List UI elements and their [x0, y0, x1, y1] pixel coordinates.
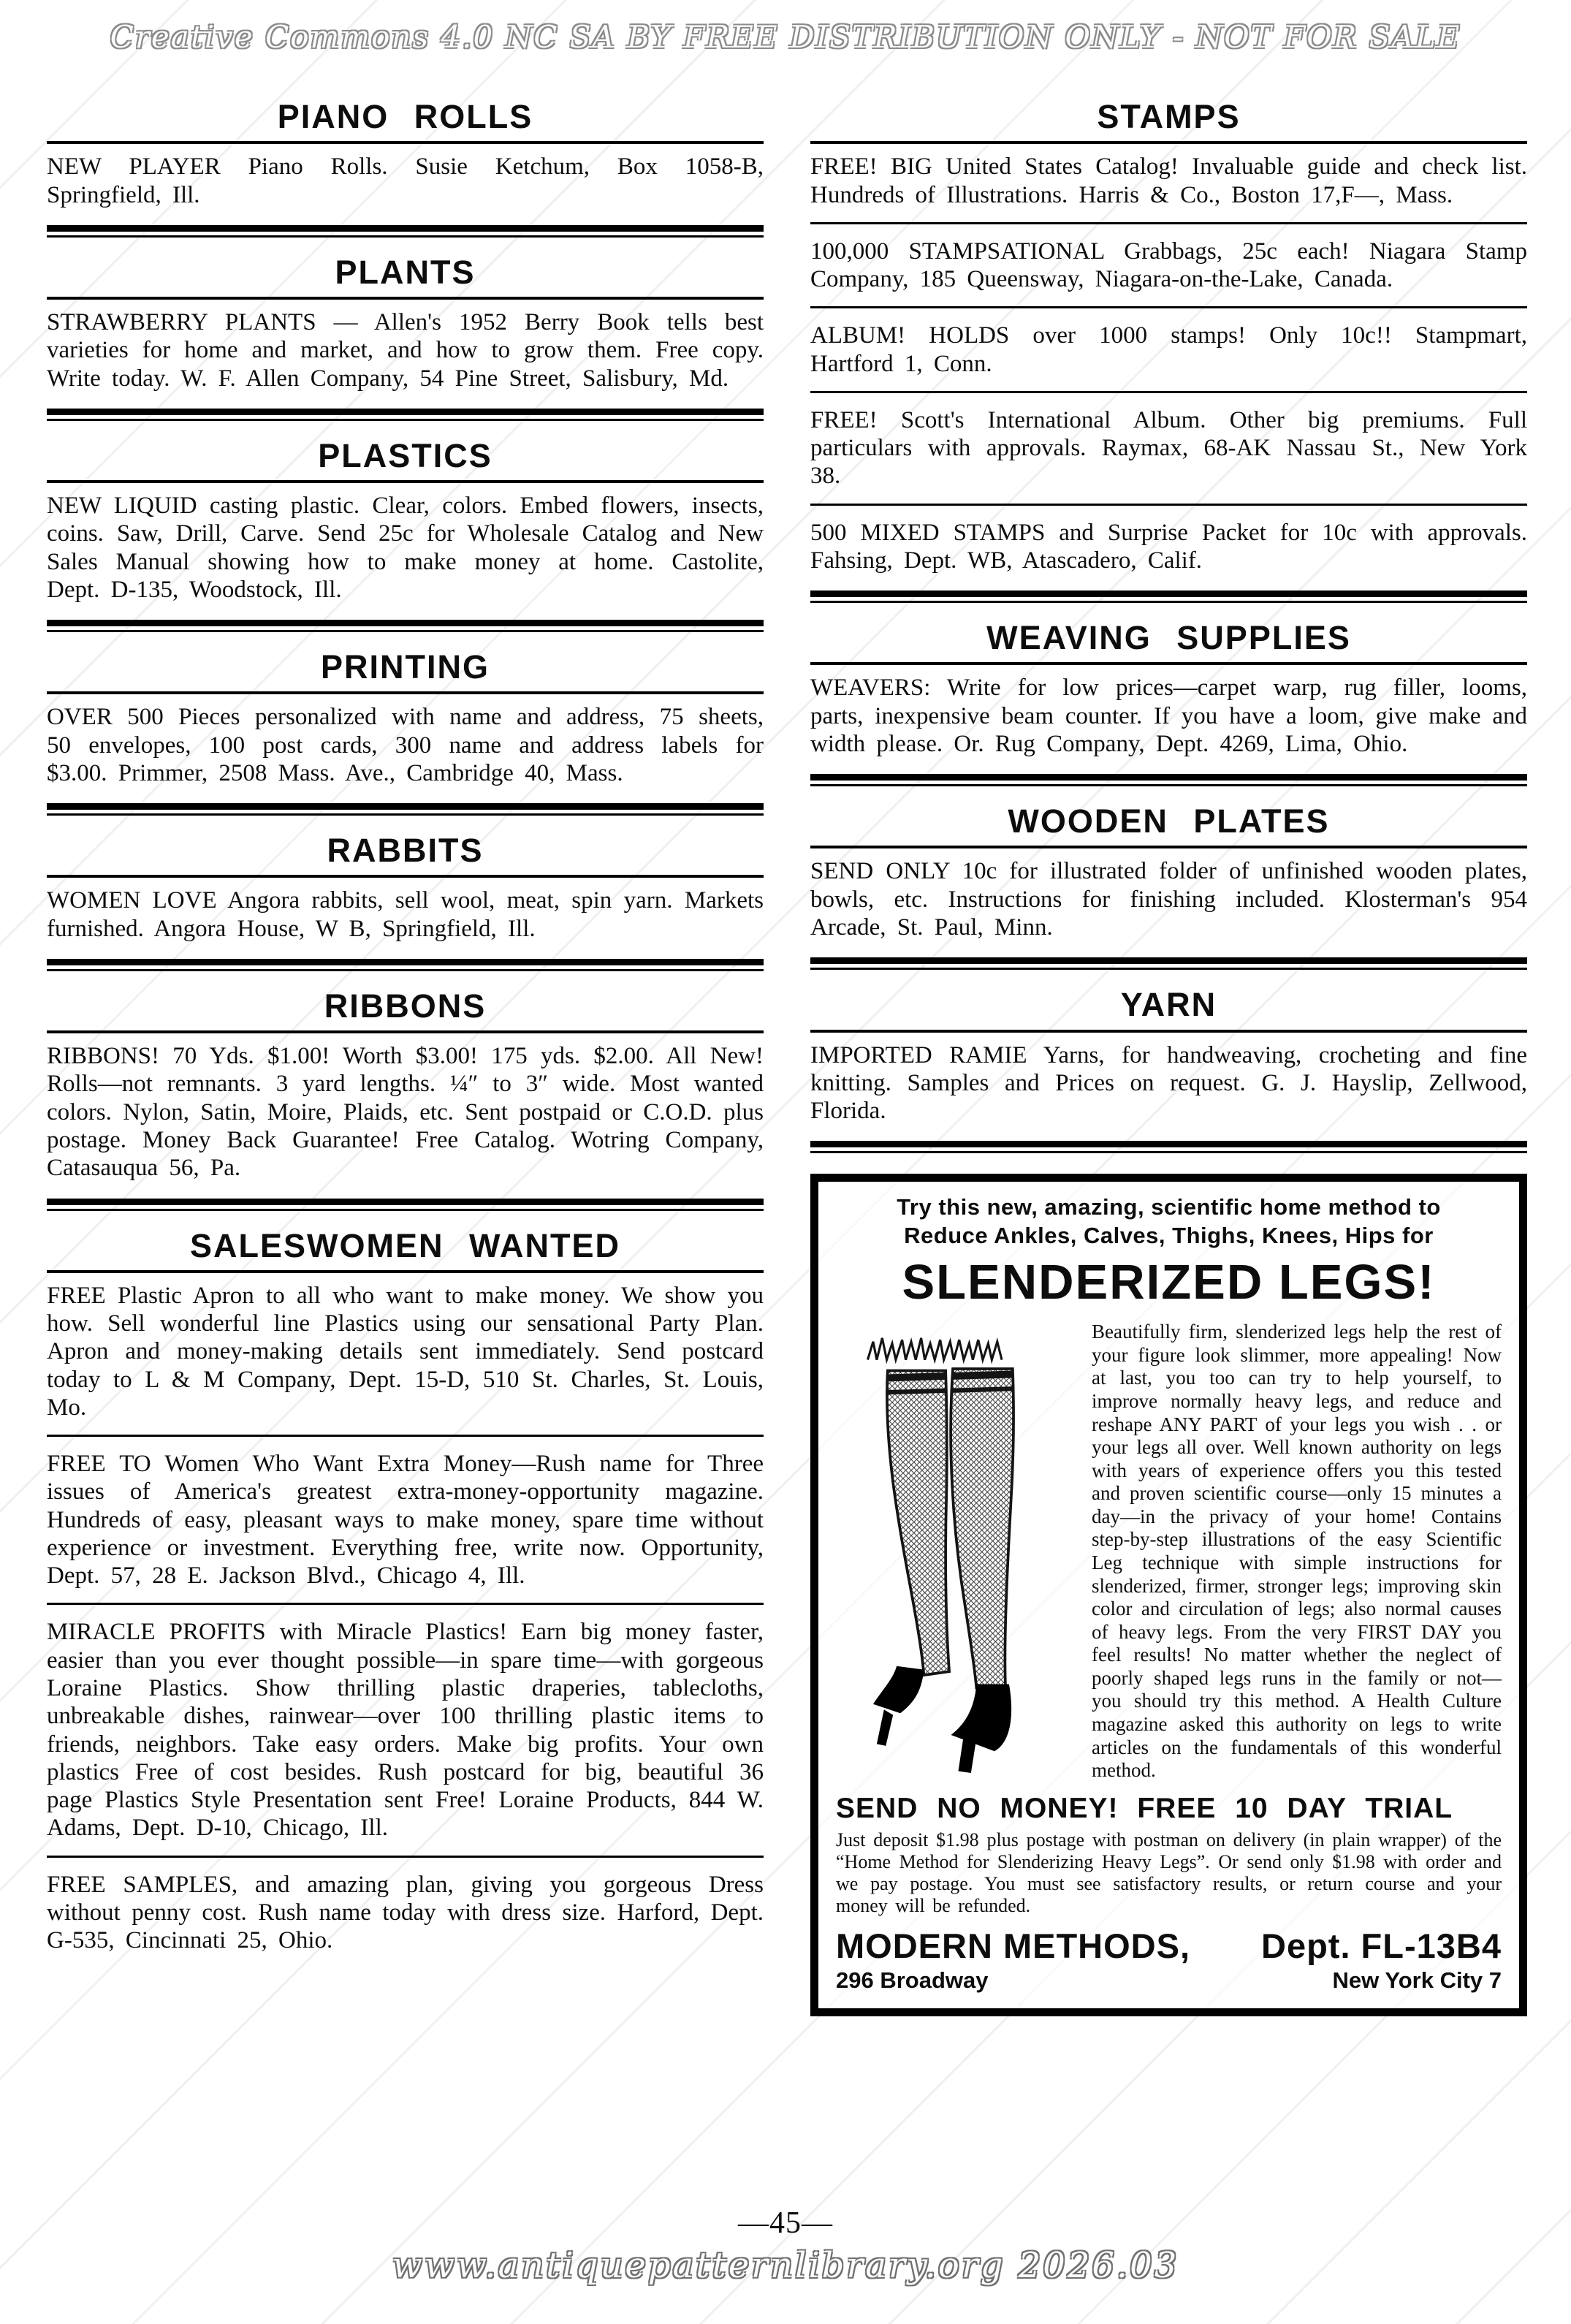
section-printing: [47, 650, 764, 816]
classified-ad: FREE! Scott's International Album. Other big premiums. Full particulars with approvals. Raymax, 68-AK Nassau St., New York 38.: [810, 406, 1527, 490]
section-divider: [47, 620, 764, 632]
ad-address-line: [836, 1967, 1502, 1994]
page-footer: [0, 2206, 1571, 2286]
section-title: STAMPS: [1097, 98, 1241, 135]
section-divider: [47, 803, 764, 816]
section-ribbons: [47, 989, 764, 1211]
heading-rule: [47, 480, 764, 483]
front-leg: [951, 1369, 1013, 1687]
ad-company-line: [836, 1926, 1502, 1966]
heading-rule: [47, 1030, 764, 1033]
shoe-heel: [877, 1709, 893, 1746]
classified-ad: FREE! BIG United States Catalog! Invaluable guide and check list. Hundreds of Illustrations. Harris & Co., Boston 17,F—, Mass.: [810, 153, 1527, 208]
section-title: RIBBONS: [324, 987, 487, 1025]
classified-ad: RIBBONS! 70 Yds. $1.00! Worth $3.00! 175 yds. $2.00. All New! Rolls—not remnants. 3 yard lengths. ¼″ to 3″ wide. Most wanted colors. Nylon, Satin, Moire, Plaids, etc. Sent postpaid or C.O.D. plus postage. Money Back Guarantee! Free Catalog. Wotring Company, Catasauqua 56, Pa.: [47, 1043, 764, 1182]
classified-ad: NEW LIQUID casting plastic. Clear, colors. Embed flowers, insects, coins. Saw, Drill, Carve. Send 25c for Wholesale Catalog and New Sales Manual showing how to make money at home. Castolite, Dept. D-135, Woodstock, Ill.: [47, 493, 764, 603]
section-plants: [47, 255, 764, 421]
section-divider: [810, 957, 1527, 970]
heading-rule: [47, 141, 764, 144]
back-leg: [887, 1371, 949, 1676]
ad-body-text: Beautifully firm, slenderized legs help the rest of your figure look slimmer, more appealing! Now at last, you too can try to help yourself, to improve normally heavy legs, and reduce and reshape ANY PART of your legs you wish . . or your legs all over. Well known authority on legs with years of experience offers you this tested and proven scientific course—only 15 minutes a day—in the privacy of your home! Contains step-by-step illustrations of the easy Scientific Leg technique with simple instructions for slenderized, firmer, stronger legs; improving skin color and circulation of legs; also normal causes of heavy legs. From the very FIRST DAY you feel results! No matter whether the neglect of poorly shaped legs runs in the family or not—you should try this method. A Health Culture magazine asked this authority on legs to write articles on the fundamentals of this wonderful method.: [1092, 1321, 1502, 1782]
heading-rule: [47, 297, 764, 300]
section-divider: [810, 1141, 1527, 1153]
ad-city-address: New York City 7: [1332, 1967, 1502, 1994]
section-divider: [810, 774, 1527, 786]
entry-divider: [810, 222, 1527, 224]
section-title: SALESWOMEN WANTED: [190, 1226, 620, 1264]
section-yarn: [810, 987, 1527, 1153]
section-divider: [810, 591, 1527, 603]
heading-rule: [810, 141, 1527, 144]
classified-ad: 500 MIXED STAMPS and Surprise Packet for 10c with approvals. Fahsing, Dept. WB, Atascadero, Calif.: [810, 519, 1527, 574]
high-heel-shoe: [951, 1685, 1012, 1752]
ad-intro-line: Try this new, amazing, scientific home method to: [897, 1194, 1441, 1220]
section-stamps: [810, 99, 1527, 603]
classified-ad: FREE TO Women Who Want Extra Money—Rush name for Three issues of America's greatest extra-money-opportunity magazine. Hundreds of easy, pleasant ways to make money, spare time without experience or investment. Everything free, write now. Opportunity, Dept. 57, 28 E. Jackson Blvd., Chicago 4, Ill.: [47, 1451, 764, 1590]
classified-ad: WOMEN LOVE Angora rabbits, sell wool, meat, spin yarn. Markets furnished. Angora House, W B, Springfield, Ill.: [47, 887, 764, 942]
classified-ad: FREE SAMPLES, and amazing plan, giving you gorgeous Dress without penny cost. Rush name today with dress size. Harford, Dept. G-535, Cincinnati 25, Ohio.: [47, 1871, 764, 1954]
section-wooden-plates: [810, 804, 1527, 970]
section-title: WOODEN PLATES: [1008, 802, 1330, 840]
ad-intro-line: Reduce Ankles, Calves, Thighs, Knees, Hips for: [904, 1222, 1434, 1248]
section-saleswomen-wanted: [47, 1226, 764, 1955]
entry-divider: [810, 504, 1527, 506]
heading-rule: [810, 662, 1527, 665]
entry-divider: [47, 1603, 764, 1605]
section-divider: [47, 409, 764, 421]
ad-headline: SLENDERIZED LEGS!: [902, 1255, 1436, 1310]
ad-offer-text: Just deposit $1.98 plus postage with postman on delivery (in plain wrapper) of the “Home Method for Slenderizing Heavy Legs”. Or send only $1.98 with order and we pay postage. You must see satisfactory results, or return course and your money will be refunded.: [836, 1829, 1502, 1917]
section-divider: [47, 959, 764, 971]
entry-divider: [47, 1435, 764, 1437]
classified-ad: NEW PLAYER Piano Rolls. Susie Ketchum, Box 1058-B, Springfield, Ill.: [47, 153, 764, 208]
heading-rule: [47, 691, 764, 694]
stocking-top-band: [887, 1376, 947, 1378]
page-number: —45—: [738, 2206, 833, 2240]
section-piano-rolls: [47, 99, 764, 238]
ad-street-address: 296 Broadway: [836, 1967, 989, 1994]
license-banner: Creative Commons 4.0 NC SA BY FREE DISTRIBUTION ONLY - NOT FOR SALE: [110, 19, 1461, 55]
slenderized-legs-ad: [810, 1174, 1527, 2016]
stockinged-legs-illustration: [836, 1324, 1077, 1777]
ad-offer-heading: SEND NO MONEY! FREE 10 DAY TRIAL: [836, 1792, 1453, 1824]
high-heel-shoe: [873, 1666, 924, 1713]
section-title: PIANO ROLLS: [277, 98, 533, 135]
heading-rule: [47, 875, 764, 878]
section-title: YARN: [1120, 986, 1217, 1024]
classified-ad: 100,000 STAMPSATIONAL Grabbags, 25c each! Niagara Stamp Company, 185 Queensway, Niagara-on-the-Lake, Canada.: [810, 238, 1527, 293]
section-title: RABBITS: [327, 832, 484, 870]
classified-ad: MIRACLE PROFITS with Miracle Plastics! Earn big money faster, easier than you ever thought possible—in spare time—with gorgeous Loraine Plastics. Show thrilling plastic draperies, tablecloths, unbreakable dishes, rainwear—over 100 thrilling plastic items to friends, neighbors. Take easy orders. Make big profits. Your own plastics Free of cost besides. Rush postcard for big, beautiful 36 page Plastics Style Presentation sent Free! Loraine Products, 844 W. Adams, Dept. D-10, Chicago, Ill.: [47, 1619, 764, 1842]
heading-rule: [810, 846, 1527, 848]
section-weaving-supplies: [810, 620, 1527, 786]
section-title: PRINTING: [320, 648, 490, 686]
shoe-heel: [958, 1735, 976, 1773]
stocking-top-band: [952, 1375, 1013, 1376]
entry-divider: [810, 391, 1527, 393]
archive-watermark: www.antiquepatternlibrary.org 2026.03: [392, 2245, 1179, 2286]
classified-ad: WEAVERS: Write for low prices—carpet warp, rug filler, looms, parts, inexpensive beam counter. If you have a loom, give make and width please. Or. Rug Company, Dept. 4269, Lima, Ohio.: [810, 675, 1527, 757]
ad-company-name: MODERN METHODS,: [836, 1926, 1190, 1966]
heading-rule: [47, 1270, 764, 1273]
columns: [47, 94, 1527, 2016]
stocking-top-band: [886, 1391, 946, 1392]
heading-rule: [810, 1030, 1527, 1033]
classified-ad: ALBUM! HOLDS over 1000 stamps! Only 10c!! Stampmart, Hartford 1, Conn.: [810, 322, 1527, 377]
left-column: [47, 94, 764, 2016]
classified-ad: SEND ONLY 10c for illustrated folder of unfinished wooden plates, bowls, etc. Instructions for finishing included. Klosterman's 954 Arcade, St. Paul, Minn.: [810, 858, 1527, 941]
section-rabbits: [47, 833, 764, 971]
classified-ad: OVER 500 Pieces personalized with name and address, 75 sheets, 50 envelopes, 100 post cards, 300 name and address labels for $3.00. Primmer, 2508 Mass. Ave., Cambridge 40, Mass.: [47, 704, 764, 786]
section-title: PLASTICS: [318, 436, 492, 474]
ad-company-dept: Dept. FL-13B4: [1261, 1926, 1502, 1966]
stocking-top-band: [952, 1389, 1013, 1390]
section-title: PLANTS: [335, 253, 476, 291]
section-plastics: [47, 438, 764, 632]
entry-divider: [810, 306, 1527, 308]
classified-ad: FREE Plastic Apron to all who want to make money. We show you how. Sell wonderful line Plastics using our sensational Party Plan. Apron and money-making details sent immediately. Send postcard today to L & M Company, Dept. 15-D, 510 St. Charles, St. Louis, Mo.: [47, 1282, 764, 1421]
lace-frill: [867, 1338, 1002, 1360]
entry-divider: [47, 1856, 764, 1858]
section-title: WEAVING SUPPLIES: [986, 619, 1351, 657]
classified-ad: IMPORTED RAMIE Yarns, for handweaving, crocheting and fine knitting. Samples and Prices on request. G. J. Hayslip, Zellwood, Florida.: [810, 1041, 1527, 1125]
section-divider: [47, 225, 764, 238]
right-column: [810, 94, 1527, 2016]
section-divider: [47, 1199, 764, 1211]
classified-ad: STRAWBERRY PLANTS — Allen's 1952 Berry Book tells best varieties for home and market, and how to grow them. Free copy. Write today. W. F. Allen Company, 54 Pine Street, Salisbury, Md.: [47, 309, 764, 392]
ad-body-wrap: [836, 1321, 1502, 1782]
